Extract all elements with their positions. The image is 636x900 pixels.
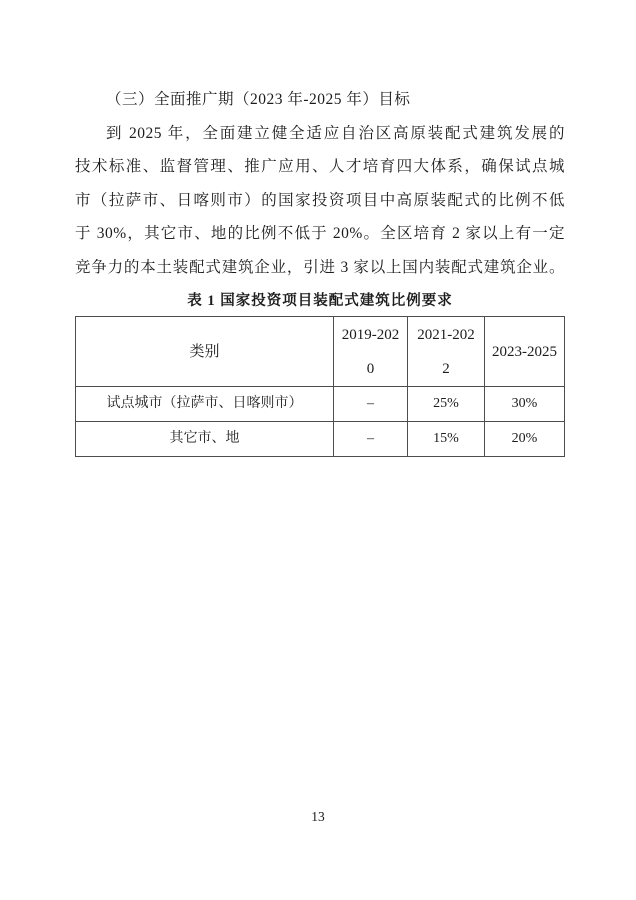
ratio-table [75,316,565,457]
column-header-2019-2020: 2019-2020 [334,317,408,387]
cell-category: 其它市、地 [76,422,334,457]
paragraph-line: 到 2025 年，全面建立健全适应自治区高原装配式建筑发展的 [106,124,565,142]
paragraph-line: 市（拉萨市、日喀则市）的国家投资项目中高原装配式的比例不低 [75,191,565,209]
paragraph-line: 竞争力的本土装配式建筑企业，引进 3 家以上国内装配式建筑企业。 [75,258,565,276]
table-row [76,387,565,422]
cell-2019-2020: – [334,387,408,422]
paragraph-line: 于 30%，其它市、地的比例不低于 20%。全区培育 2 家以上有一定 [75,225,565,242]
table-row [76,422,565,457]
cell-2023-2025: 20% [485,422,565,457]
section-heading: （三）全面推广期（2023 年-2025 年）目标 [106,91,411,108]
column-header-2023-2025: 2023-2025 [485,317,565,387]
cell-2021-2022: 25% [408,387,485,422]
cell-2021-2022: 15% [408,422,485,457]
column-header-2021-2022: 2021-2022 [408,317,485,387]
column-header-category: 类别 [76,317,334,387]
cell-2019-2020: – [334,422,408,457]
paragraph-line: 技术标准、监督管理、推广应用、人才培育四大体系，确保试点城 [75,158,565,175]
body-paragraph [75,117,565,285]
cell-2023-2025: 30% [485,387,565,422]
cell-category: 试点城市（拉萨市、日喀则市） [76,387,334,422]
table-caption: 表 1 国家投资项目装配式建筑比例要求 [187,293,453,309]
page-number: 13 [311,809,325,824]
table-header-row [76,317,565,387]
